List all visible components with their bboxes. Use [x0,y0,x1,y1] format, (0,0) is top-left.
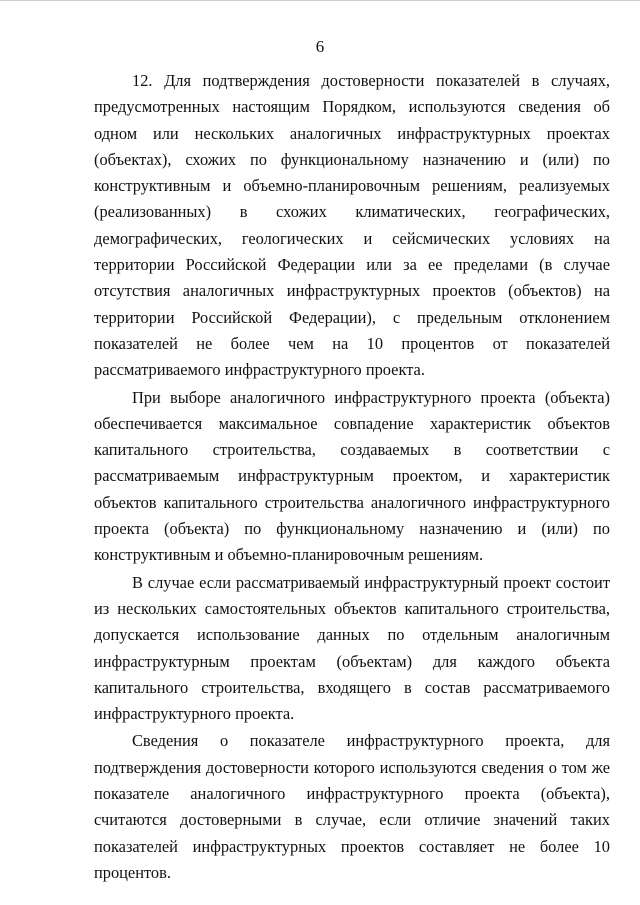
page-number: 6 [315,37,325,56]
paragraph-item-12: 12. Для подтверждения достоверности показателей в случаях, предусмотренных настоящим Порядком, используются сведения об одном или нескольких аналогичных инфраструктурных проектах (объектах), схожих по функциональному назначению и (или) по конструктивным и объемно-планировочным решениям, реализуемых (реализованных) в схожих климатических, географических, демографических, геологических и сейсмических условиях на территории Российской Федерации или за ее пределами (в случае отсутствия аналогичных инфраструктурных проектов (объектов) на территории Российской Федерации), с предельным отклонением показателей не более чем на 10 процентов от показателей рассматриваемого инфраструктурного проекта. [94,71,610,380]
paragraph-reliability-criterion: Сведения о показателе инфраструктурного проекта, для подтверждения достоверности которого используются сведения о том же показателе аналогичного инфраструктурного проекта (объекта), считаются достоверными в случае, если отличие значений таких показателей инфраструктурных проектов составляет не более 10 процентов. [94,731,610,882]
paragraph-multiple-objects: В случае если рассматриваемый инфраструктурный проект состоит из нескольких самостоятельных объектов капитального строительства, допускается использование данных по отдельным аналогичным инфраструктурным проектам (объектам) для каждого объекта капитального строительства, входящего в состав рассматриваемого инфраструктурного проекта. [94,572,610,724]
paragraph-analog-selection: При выборе аналогичного инфраструктурного проекта (объекта) обеспечивается максимальное совпадение характеристик объектов капитального строительства, создаваемых в соответствии с рассматриваемым инфраструктурным проектом, и характеристик объектов капитального строительства аналогичного инфраструктурного проекта (объекта) по функциональному назначению и (или) по конструктивным и объемно-планировочным решениям. [94,387,610,565]
document-body [94,68,610,886]
